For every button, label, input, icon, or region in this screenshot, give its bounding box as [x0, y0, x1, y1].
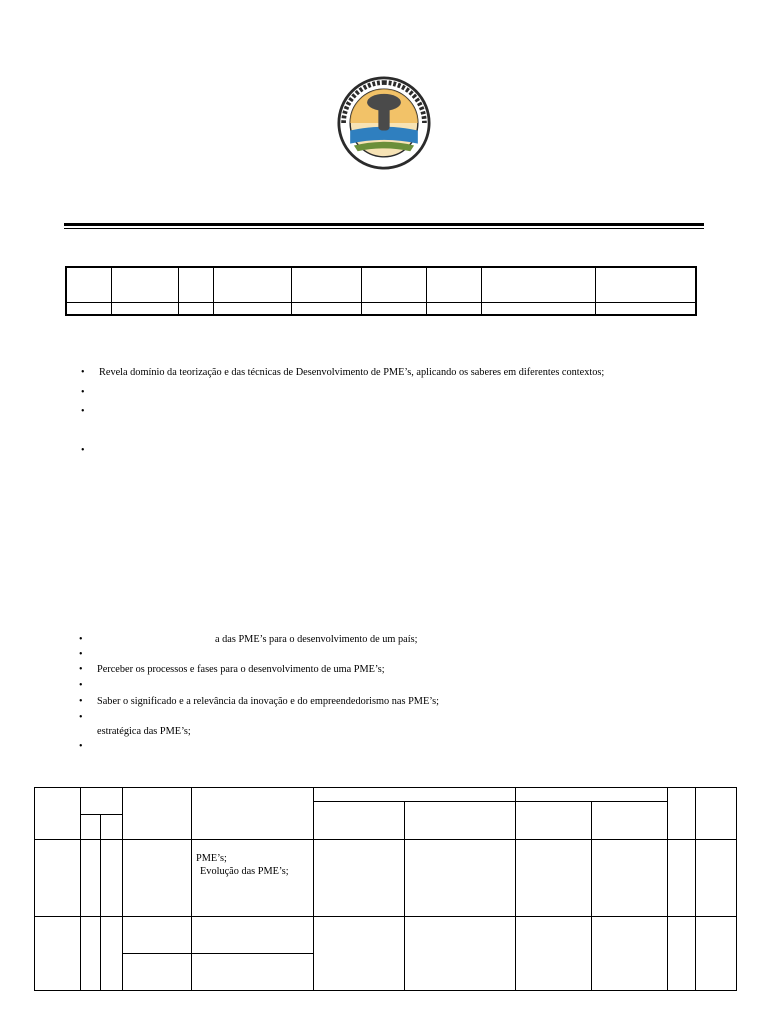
table-cell	[426, 303, 481, 316]
table-cell	[178, 267, 213, 303]
bullet-icon: •	[79, 712, 83, 723]
table-cell	[81, 815, 101, 840]
topic-line: Evolução das PME’s;	[200, 866, 289, 877]
table-cell	[101, 815, 123, 840]
table-cell	[291, 303, 361, 316]
table-cell	[696, 788, 737, 840]
table-cell	[696, 840, 737, 917]
bullet-icon: •	[79, 634, 83, 645]
table-cell	[192, 954, 314, 991]
table-cell	[426, 267, 481, 303]
table-cell	[481, 303, 595, 316]
table-cell	[516, 788, 668, 802]
table-cell	[668, 788, 696, 840]
table-cell	[123, 840, 192, 917]
list-item-text: estratégica das PME’s;	[97, 726, 191, 737]
table-cell	[291, 267, 361, 303]
list-item	[97, 726, 191, 738]
list-item	[79, 696, 439, 708]
list-item	[81, 367, 605, 379]
table-cell	[66, 303, 111, 316]
list-item-text: Revela domínio da teorização e das técnicas de Desenvolvimento de PME’s, aplicando os saberes em diferentes contextos;	[99, 367, 605, 378]
bullet-icon: •	[79, 741, 83, 752]
table-cell	[35, 788, 81, 840]
table-cell	[66, 267, 111, 303]
bullet-icon: •	[79, 680, 83, 691]
table-cell	[516, 917, 592, 991]
list-item	[79, 664, 385, 676]
university-logo	[337, 76, 431, 170]
table-cell	[123, 917, 192, 954]
table-cell	[314, 917, 405, 991]
table-cell	[361, 303, 426, 316]
course-plan-table	[34, 787, 737, 991]
table-cell	[213, 303, 291, 316]
table-cell	[405, 917, 516, 991]
table-cell	[595, 267, 696, 303]
header-rule-thin	[64, 228, 704, 229]
table-cell	[592, 840, 668, 917]
table-cell	[516, 840, 592, 917]
table-cell	[35, 917, 81, 991]
table-cell	[101, 917, 123, 991]
table-cell	[192, 840, 314, 917]
table-cell	[361, 267, 426, 303]
bullet-icon: •	[81, 367, 85, 378]
table-cell	[111, 267, 178, 303]
bullet-icon: •	[79, 664, 83, 675]
bullet-icon: •	[79, 696, 83, 707]
table-cell	[192, 788, 314, 840]
table-cell	[35, 840, 81, 917]
table-cell	[405, 802, 516, 840]
list-item-text: a das PME’s para o desenvolvimento de um país;	[215, 634, 418, 645]
table-row	[66, 267, 696, 303]
table-cell	[111, 303, 178, 316]
cell-content	[192, 840, 313, 878]
table-cell	[314, 840, 405, 917]
bullet-icon: •	[81, 406, 85, 417]
table-cell	[314, 802, 405, 840]
table-cell	[101, 840, 123, 917]
table-cell	[314, 788, 516, 802]
bullet-icon: •	[81, 445, 85, 456]
table-cell	[81, 788, 123, 815]
topic-line: PME’s;	[196, 853, 227, 864]
table-cell	[696, 917, 737, 991]
table-row	[35, 788, 737, 802]
table-row	[35, 840, 737, 917]
table-cell	[123, 954, 192, 991]
table-cell	[123, 788, 192, 840]
table-cell	[592, 917, 668, 991]
table-row	[66, 303, 696, 316]
table-cell	[81, 917, 101, 991]
table-cell	[668, 840, 696, 917]
table-cell	[178, 303, 213, 316]
table-cell	[595, 303, 696, 316]
table-cell	[192, 917, 314, 954]
table-cell	[81, 840, 101, 917]
table-cell	[213, 267, 291, 303]
identification-table	[65, 266, 697, 316]
list-item-text: Saber o significado e a relevância da inovação e do empreendedorismo nas PME’s;	[97, 696, 439, 707]
table-cell	[481, 267, 595, 303]
bullet-icon: •	[81, 387, 85, 398]
bullet-icon: •	[79, 649, 83, 660]
list-item	[79, 634, 418, 646]
table-cell	[516, 802, 592, 840]
table-row	[35, 917, 737, 954]
list-item-text: Perceber os processos e fases para o desenvolvimento de uma PME’s;	[97, 664, 385, 675]
table-cell	[592, 802, 668, 840]
header-rule-thick	[64, 223, 704, 226]
table-cell	[405, 840, 516, 917]
table-cell	[668, 917, 696, 991]
